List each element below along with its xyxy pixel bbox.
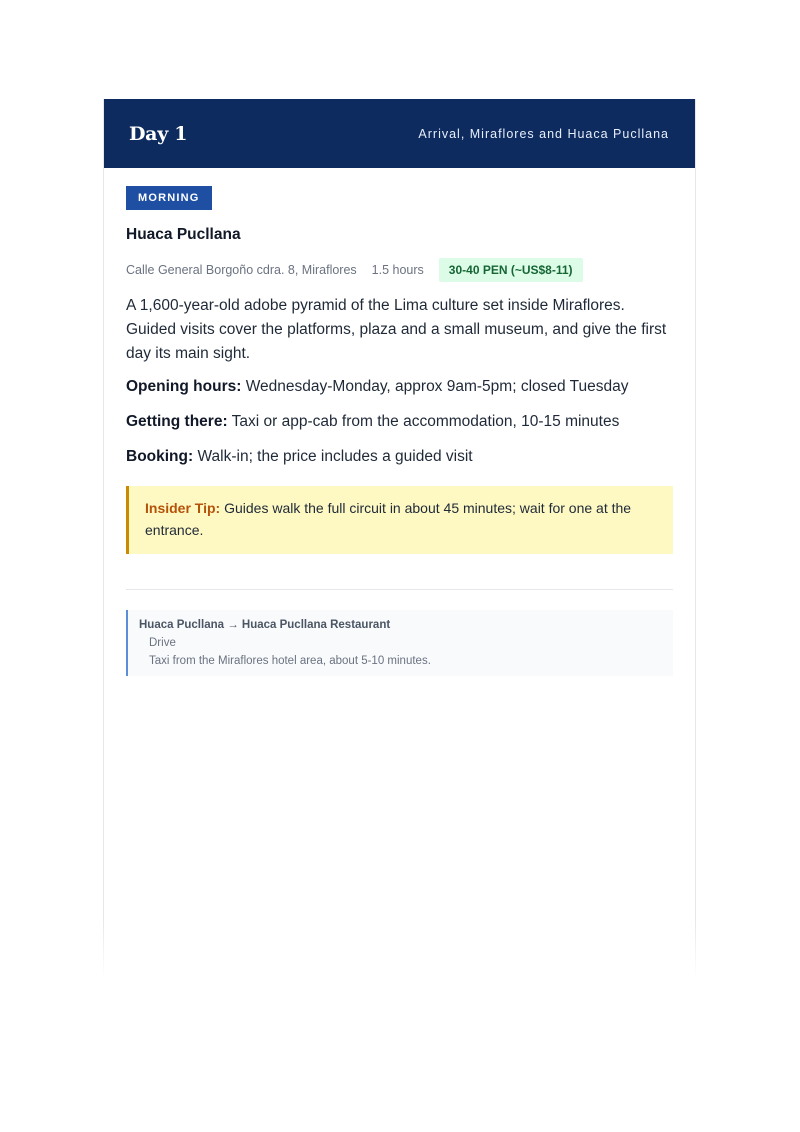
divider: [126, 589, 673, 590]
transit-block: [126, 610, 673, 676]
poi-name: Huaca Pucllana: [126, 226, 241, 243]
day-title: Day 1: [129, 122, 188, 145]
insider-tip-label: Insider Tip:: [145, 500, 221, 516]
transit-mode: Drive: [149, 637, 176, 649]
time-of-day-badge: MORNING: [126, 186, 212, 210]
day-body: [104, 168, 695, 676]
fact-value: Wednesday-Monday, approx 9am-5pm; closed Tuesday: [245, 378, 629, 395]
poi-duration: 1.5 hours: [371, 263, 424, 277]
fact-label: Getting there:: [126, 413, 228, 430]
insider-tip-text: Guides walk the full circuit in about 45 minutes; wait for one at the entrance.: [145, 500, 632, 538]
transit-note: Taxi from the Miraflores hotel area, about 5-10 minutes.: [149, 655, 431, 667]
day-card: [103, 99, 696, 979]
fact-value: Walk-in; the price includes a guided visit: [197, 448, 473, 465]
day-header: [104, 99, 695, 168]
fact-opening-hours: [126, 376, 673, 398]
poi-description: A 1,600-year-old adobe pyramid of the Lima culture set inside Miraflores. Guided visits cover the platforms, plaza and a small museum, and give the first day its main sight.: [126, 297, 667, 362]
poi-address: Calle General Borgoño cdra. 8, Miraflores: [126, 263, 357, 277]
fact-label: Opening hours:: [126, 378, 242, 395]
fact-booking: [126, 446, 673, 468]
transit-route: Huaca Pucllana → Huaca Pucllana Restaurant: [139, 619, 391, 631]
insider-tip: [126, 486, 673, 554]
price-badge: 30-40 PEN (~US$8-11): [439, 258, 583, 282]
day-subtitle: Arrival, Miraflores and Huaca Pucllana: [418, 126, 669, 141]
poi-meta: [126, 258, 673, 282]
fact-label: Booking:: [126, 448, 194, 465]
fact-value: Taxi or app-cab from the accommodation, 10-15 minutes: [231, 413, 620, 430]
fact-getting-there: [126, 411, 673, 433]
